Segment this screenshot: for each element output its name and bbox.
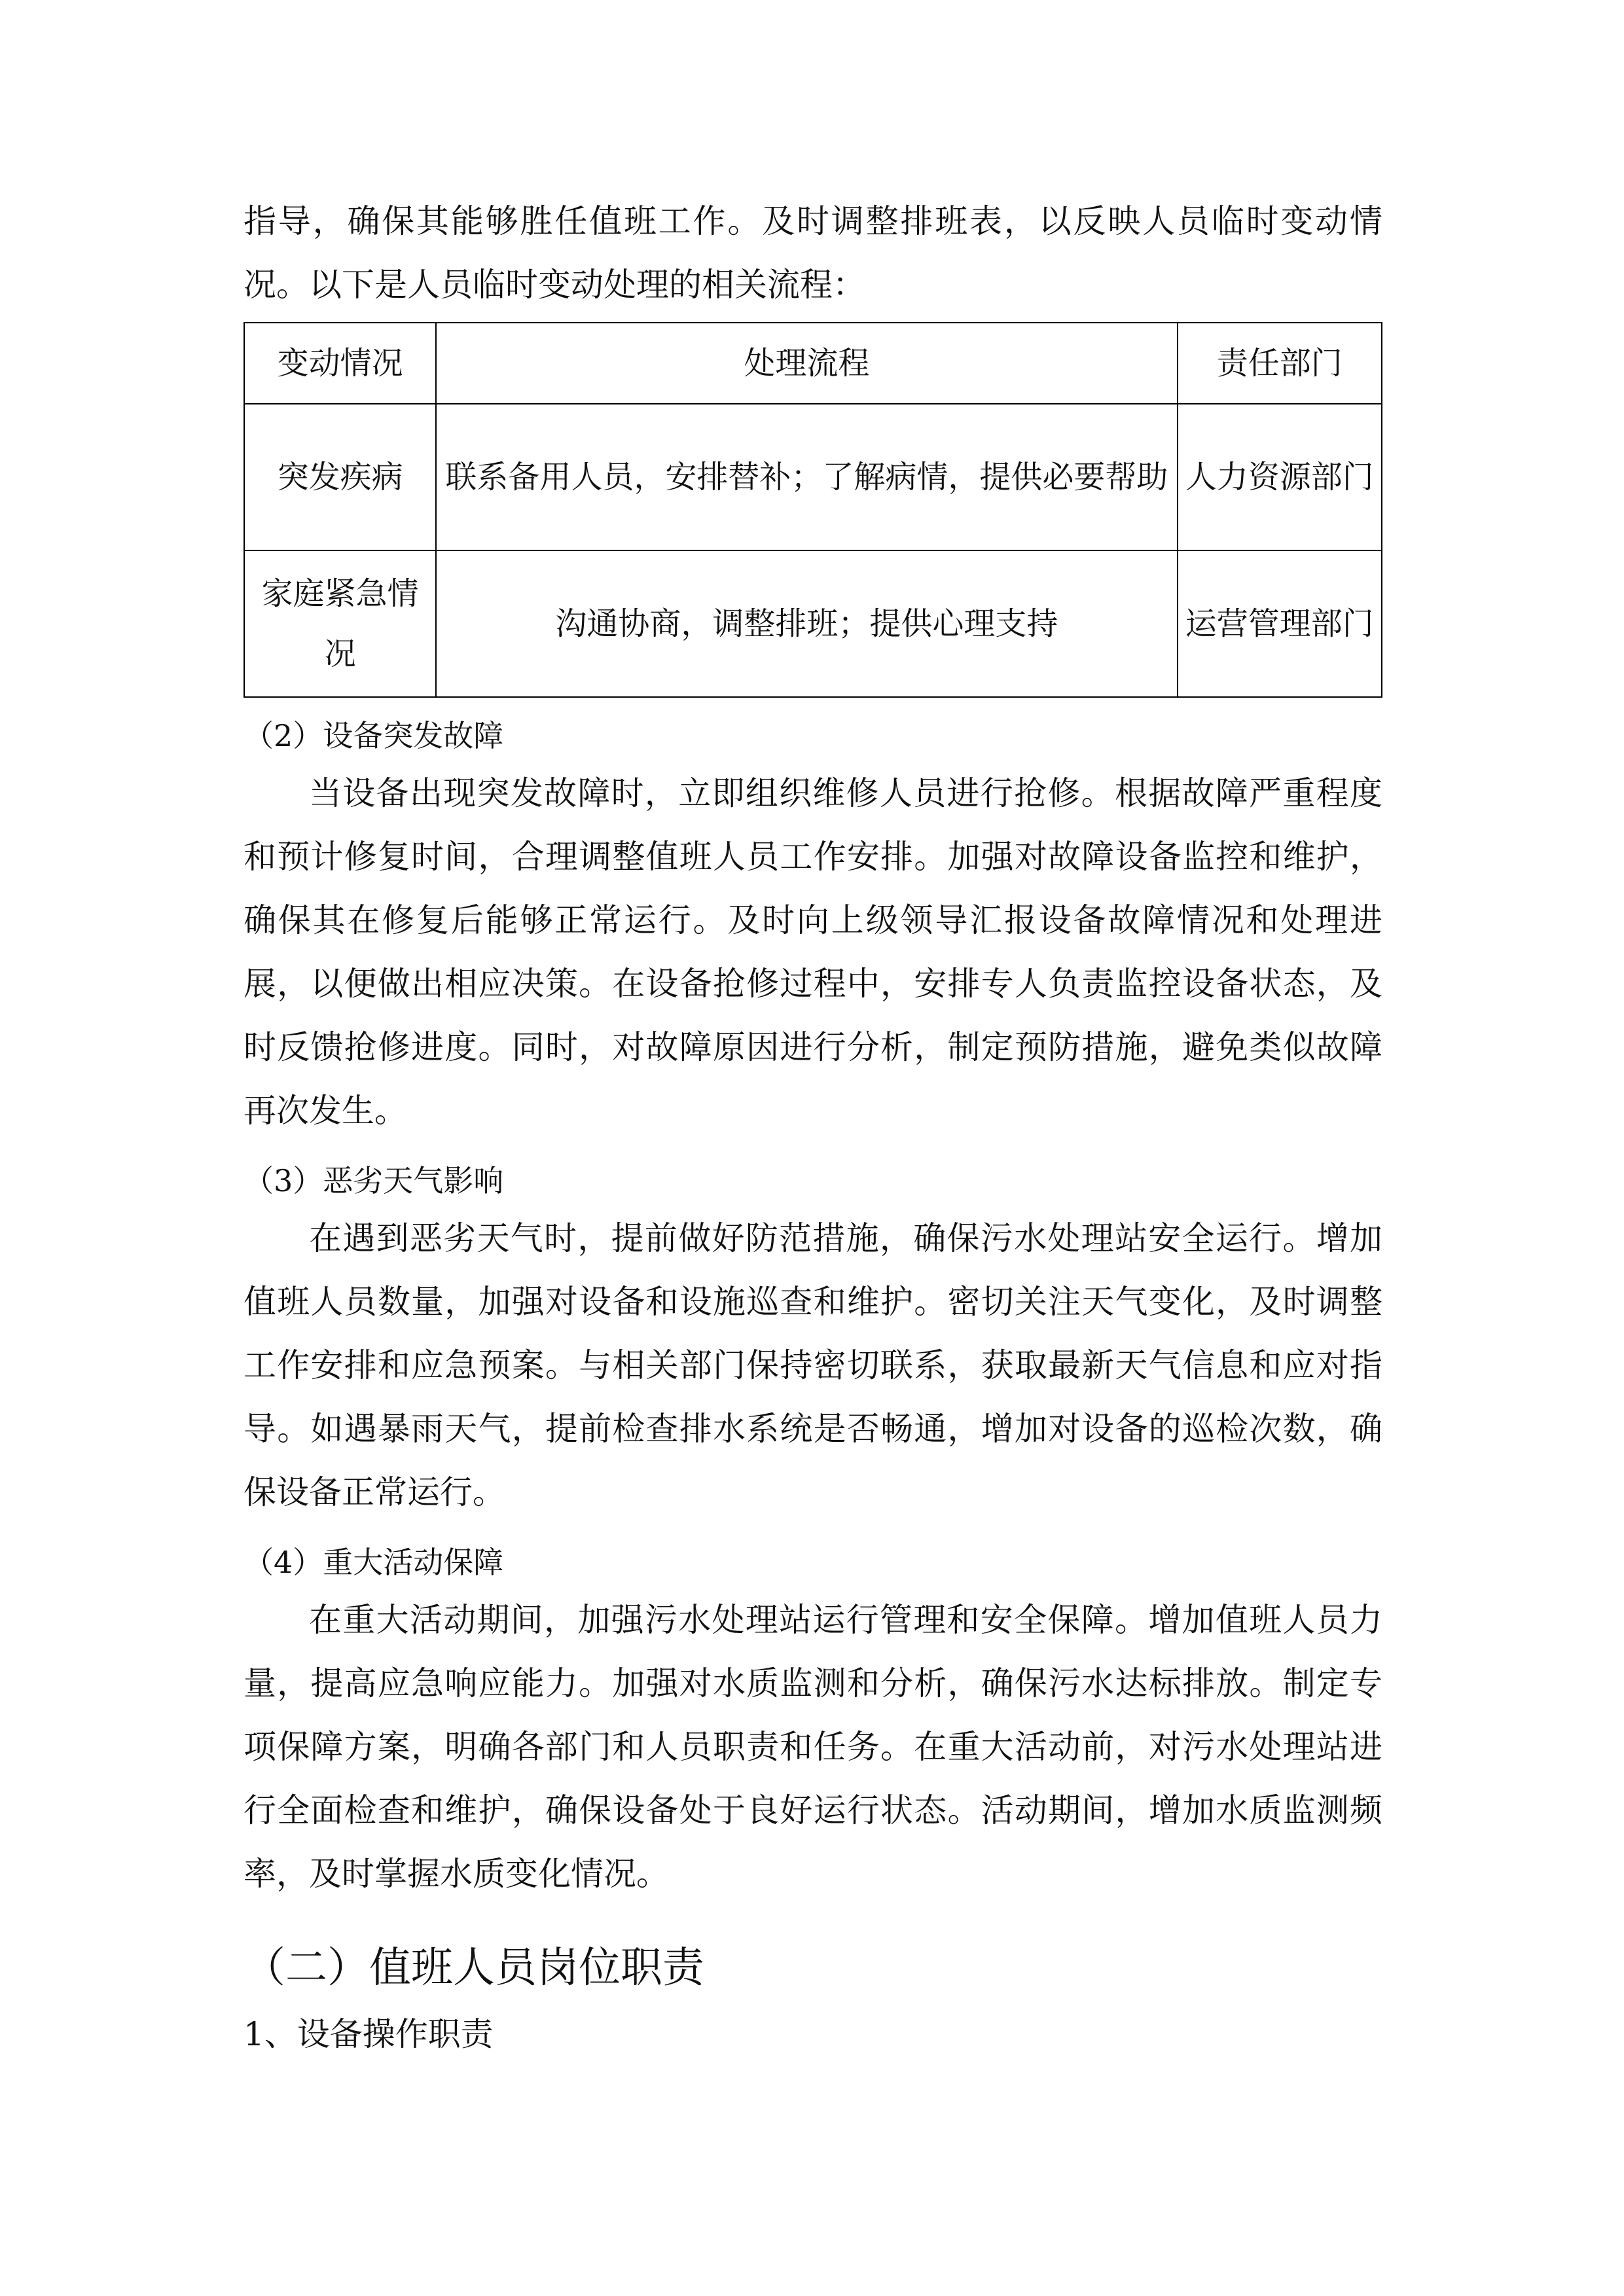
- cell-department: 人力资源部门: [1178, 404, 1382, 550]
- header-situation: 变动情况: [244, 323, 436, 404]
- intro-paragraph: 指导，确保其能够胜任值班工作。及时调整排班表，以反映人员临时变动情况。以下是人员临时变动处理的相关流程：: [244, 202, 1382, 304]
- table-header-row: [244, 323, 1382, 404]
- table-row: [244, 550, 1382, 697]
- cell-situation: 突发疾病: [244, 404, 436, 550]
- equipment-failure-heading: （2）设备突发故障: [244, 718, 504, 753]
- cell-process: 联系备用人员，安排替补；了解病情，提供必要帮助: [436, 404, 1177, 550]
- cell-situation: 家庭紧急情况: [244, 550, 436, 697]
- cell-department: 运营管理部门: [1178, 550, 1382, 697]
- table-row: [244, 404, 1382, 550]
- document-page: [244, 190, 1382, 2064]
- header-department: 责任部门: [1178, 323, 1382, 404]
- staff-change-table: [244, 322, 1382, 698]
- severe-weather-body: 在遇到恶劣天气时，提前做好防范措施，确保污水处理站安全运行。增加值班人员数量，加强对设备和设施巡查和维护。密切关注天气变化，及时调整工作安排和应急预案。与相关部门保持密切联系，获取最新天气信息和应对指导。如遇暴雨天气，提前检查排水系统是否畅通，增加对设备的巡检次数，确保设备正常运行。: [244, 1219, 1382, 1511]
- major-event-heading: （4）重大活动保障: [244, 1545, 504, 1580]
- cell-process: 沟通协商，调整排班；提供心理支持: [436, 550, 1177, 697]
- header-process: 处理流程: [436, 323, 1177, 404]
- major-event-body: 在重大活动期间，加强污水处理站运行管理和安全保障。增加值班人员力量，提高应急响应能力。加强对水质监测和分析，确保污水达标排放。制定专项保障方案，明确各部门和人员职责和任务。在重大活动前，对污水处理站进行全面检查和维护，确保设备处于良好运行状态。活动期间，增加水质监测频率，及时掌握水质变化情况。: [244, 1601, 1382, 1893]
- severe-weather-heading: （3）恶劣天气影响: [244, 1163, 504, 1198]
- section-title: （二）值班人员岗位职责: [244, 1944, 704, 1992]
- equipment-failure-body: 当设备出现突发故障时，立即组织维修人员进行抢修。根据故障严重程度和预计修复时间，合理调整值班人员工作安排。加强对故障设备监控和维护，确保其在修复后能够正常运行。及时向上级领导汇报设备故障情况和处理进展，以便做出相应决策。在设备抢修过程中，安排专人负责监控设备状态，及时反馈抢修进度。同时，对故障原因进行分析，制定预防措施，避免类似故障再次发生。: [244, 774, 1382, 1130]
- item-title: 1、设备操作职责: [244, 2015, 494, 2053]
